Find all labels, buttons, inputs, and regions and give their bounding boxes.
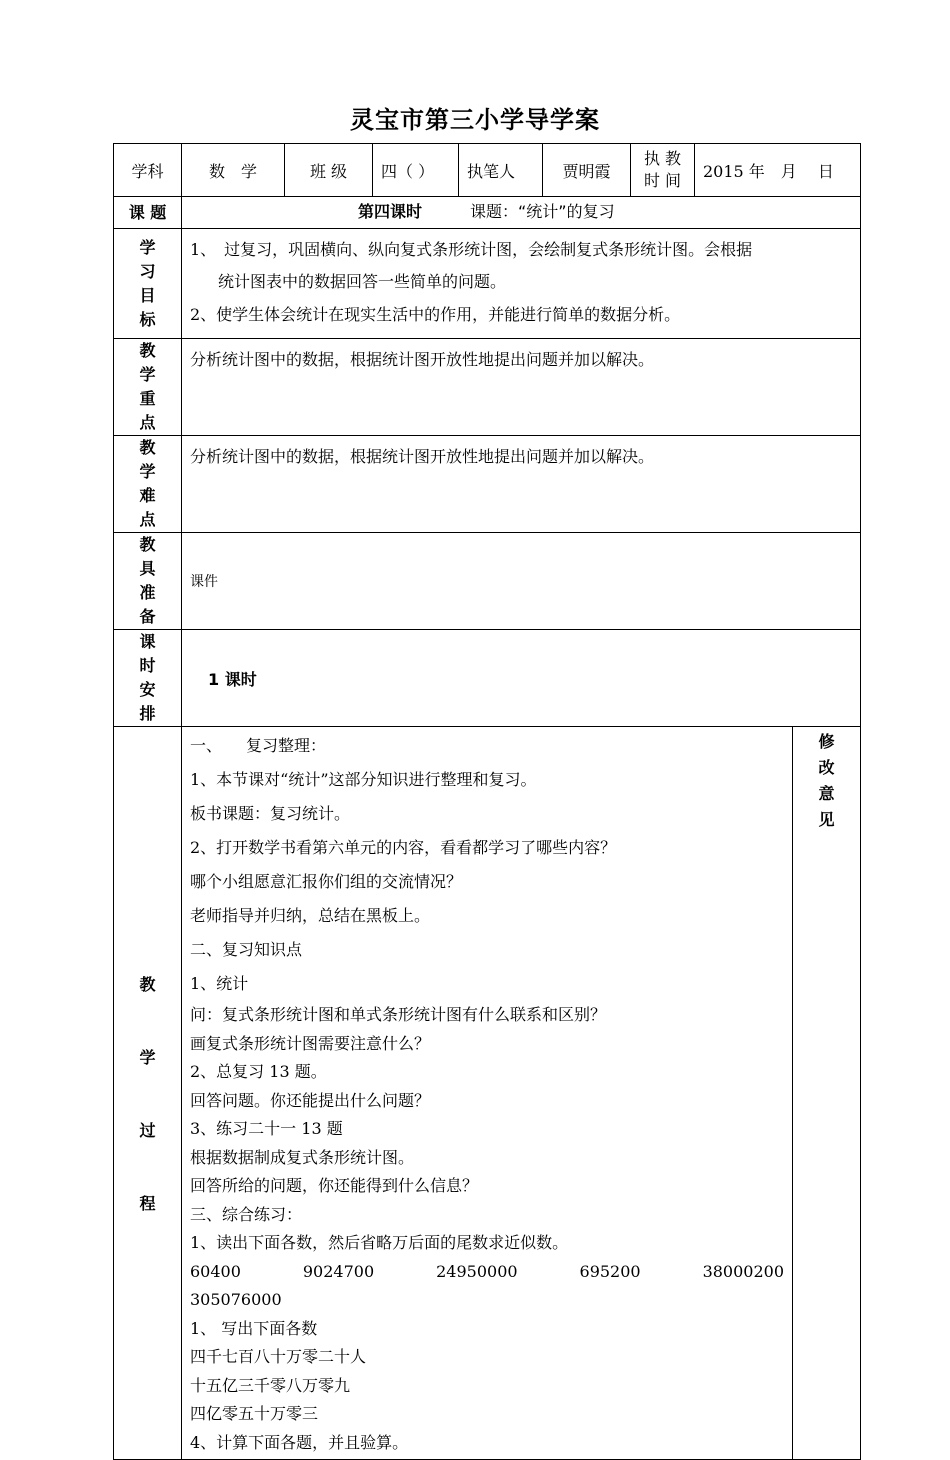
teaching-time-label-line2: 时 间 [643, 171, 682, 190]
process-line: 1、 写出下面各数 [190, 1318, 318, 1338]
lesson-period: 第四课时 [358, 202, 423, 221]
goals-text: 1、 过复习，巩固横向、纵向复式条形统计图，会绘制复式条形统计图。会根据 统计图表中的数据回答一些简单的问题。 2、使学生体会统计在现实生活中的作用，并能进行简单的数据分析。 [182, 229, 861, 339]
materials-label: 教 具 准 备 [114, 533, 182, 630]
lesson-plan-table [113, 143, 861, 1460]
process-line: 画复式条形统计图需要注意什么？ [190, 1033, 431, 1053]
difficulties-text: 分析统计图中的数据，根据统计图开放性地提出问题并加以解决。 [182, 436, 861, 533]
teaching-time-label [631, 144, 695, 197]
process-line: 四千七百八十万零二十人 [190, 1347, 367, 1366]
numbers-row [190, 1258, 784, 1287]
difficulties-label: 教 学 难 点 [114, 436, 182, 533]
number-item: 305076000 [190, 1290, 282, 1309]
process-line: 哪个小组愿意汇报你们组的交流情况？ [190, 872, 463, 891]
process-line: 四亿零五十万零三 [190, 1404, 319, 1423]
teaching-time-label-line1: 执 教 [643, 149, 682, 168]
process-line: 1、读出下面各数，然后省略万后面的尾数求近似数。 [190, 1233, 569, 1252]
lesson-title [182, 197, 861, 229]
subject-label: 学科 [114, 144, 182, 197]
schedule-row [114, 630, 861, 727]
process-label: 教 学 过 程 [114, 727, 182, 1460]
goals-label: 学 习 目 标 [114, 229, 182, 339]
key-points-label: 教 学 重 点 [114, 339, 182, 436]
process-line: 2、打开数学书看第六单元的内容，看看都学习了哪些内容？ [190, 838, 617, 857]
process-line: 三、综合练习： [190, 1204, 303, 1224]
date-value: 2015 年 月 日 [695, 144, 861, 197]
key-points-row [114, 339, 861, 436]
process-line: 根据数据制成复式条形统计图。 [190, 1147, 415, 1167]
process-line: 老师指导并归纳，总结在黑板上。 [190, 906, 431, 925]
number-item: 695200 [579, 1261, 641, 1281]
process-content [182, 727, 793, 1460]
subject-value: 数 学 [182, 144, 285, 197]
process-line: 1、本节课对“统计”这部分知识进行整理和复习。 [190, 770, 537, 789]
materials-text: 课件 [182, 533, 861, 630]
schedule-text: 1 课时 [182, 630, 861, 727]
goals-row [114, 229, 861, 339]
process-line: 回答所给的问题，你还能得到什么信息？ [190, 1176, 479, 1195]
number-item: 38000200 [702, 1261, 784, 1281]
number-item: 60400 [190, 1261, 241, 1281]
materials-row [114, 533, 861, 630]
lesson-label: 课 题 [114, 197, 182, 229]
lesson-topic: 课题：“统计”的复习 [470, 202, 615, 221]
author-label: 执笔人 [459, 144, 543, 197]
author-value: 贾明霞 [543, 144, 631, 197]
process-line: 1、统计 [190, 974, 249, 993]
difficulties-row [114, 436, 861, 533]
lesson-row [114, 197, 861, 229]
process-line: 4、计算下面各题，并且验算。 [190, 1432, 409, 1452]
process-line: 3、练习二十一 13 题 [190, 1119, 343, 1138]
schedule-label: 课 时 安 排 [114, 630, 182, 727]
key-points-text: 分析统计图中的数据，根据统计图开放性地提出问题并加以解决。 [182, 339, 861, 436]
process-line: 2、总复习 13 题。 [190, 1062, 327, 1081]
header-row [114, 144, 861, 197]
process-row [114, 727, 861, 1460]
number-item: 24950000 [436, 1261, 518, 1281]
page-title: 灵宝市第三小学导学案 [350, 106, 600, 134]
process-line: 十五亿三千零八万零九 [190, 1375, 351, 1395]
process-line: 问：复式条形统计图和单式条形统计图有什么联系和区别？ [190, 1005, 607, 1024]
class-value: 四（ ） [373, 144, 459, 197]
revision-notes: 修 改 意 见 [793, 727, 861, 1460]
process-line: 一、 复习整理： [190, 736, 327, 755]
number-item: 9024700 [302, 1261, 375, 1281]
class-label: 班 级 [285, 144, 373, 197]
process-line: 板书课题：复习统计。 [190, 804, 351, 823]
process-line: 回答问题。你还能提出什么问题？ [190, 1090, 431, 1110]
process-line: 二、复习知识点 [190, 940, 303, 959]
